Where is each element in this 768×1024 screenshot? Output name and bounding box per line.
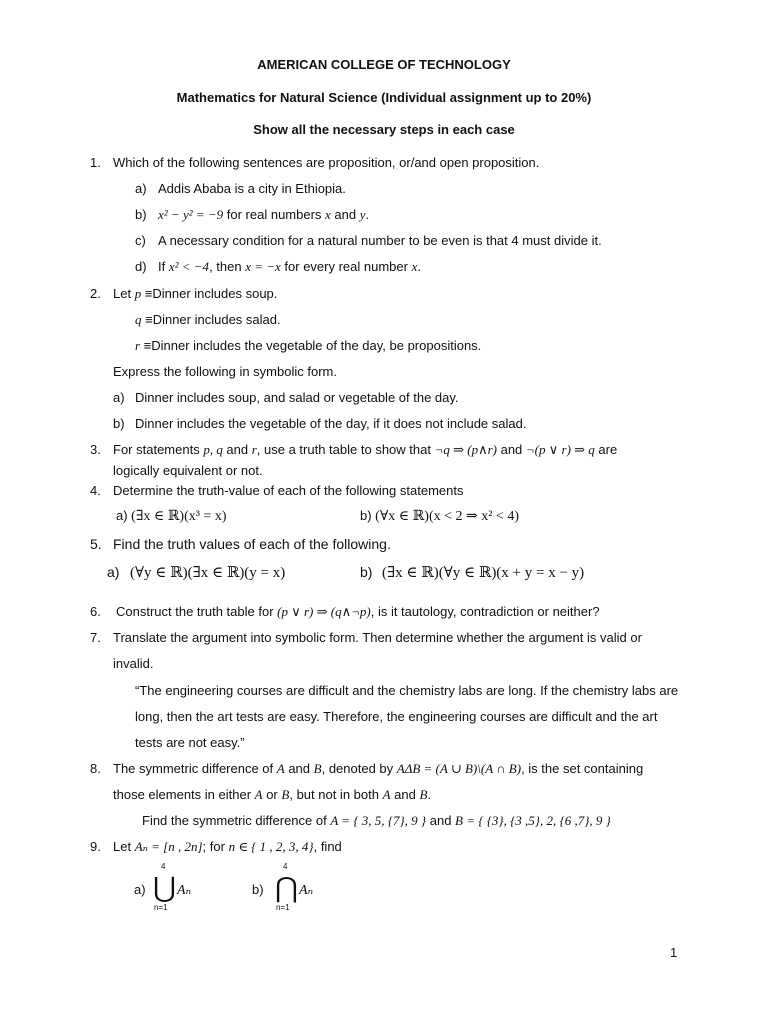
- math-expression: (∀x ∈ ℝ)(x < 2 ⇒ x² < 4): [375, 509, 519, 524]
- question-text: For statements p, q and r, use a truth table to show that ¬q ⇒ (p∧r) and ¬(p ∨ r) ⇒ q are: [113, 442, 618, 457]
- union-symbol: ⋃: [153, 871, 176, 904]
- question-number: 4.: [90, 483, 101, 498]
- item-a: a) (∃x ∈ ℝ)(x³ = x): [116, 508, 227, 524]
- upper-limit: 4: [283, 862, 288, 871]
- course-title: Mathematics for Natural Science (Individual assignment up to 20%): [176, 90, 592, 105]
- college-title: AMERICAN COLLEGE OF TECHNOLOGY: [257, 57, 511, 72]
- question-text: The symmetric difference of A and B, denoted by AΔB = (A ∪ B)\(A ∩ B), is the set containing: [113, 761, 644, 776]
- math-expression: (∀y ∈ ℝ)(∃x ∈ ℝ)(y = x): [130, 565, 286, 581]
- question-number: 2.: [90, 286, 101, 301]
- item-label: b): [360, 564, 373, 580]
- item-b: b) (∀x ∈ ℝ)(x < 2 ⇒ x² < 4): [360, 508, 519, 524]
- question-text: Which of the following sentences are proposition, or/and open proposition.: [113, 155, 540, 170]
- item-label: b): [113, 416, 125, 431]
- set-b: B = { {3}, {3 ,5}, 2, {6 ,7}, 9 }: [455, 813, 611, 828]
- question-text: Let Aₙ = [n , 2n]; for n ∈ { 1 , 2, 3, 4}, find: [113, 839, 342, 854]
- question-number: 5.: [90, 536, 102, 552]
- item-text: Dinner includes the vegetable of the day, if it does not include salad.: [135, 416, 527, 431]
- set-term: Aₙ: [177, 883, 192, 898]
- argument-quote-line: “The engineering courses are difficult and the chemistry labs are long. If the chemistry labs are: [135, 683, 679, 698]
- item-label: b): [252, 882, 264, 897]
- argument-quote-line: tests are not easy.”: [135, 735, 245, 750]
- lower-limit: n=1: [276, 903, 290, 912]
- definition-r: r ≡Dinner includes the vegetable of the day, be propositions.: [135, 338, 482, 353]
- union-expression: [150, 860, 190, 920]
- question-text: Express the following in symbolic form.: [113, 364, 337, 379]
- question-number: 6.: [90, 604, 101, 619]
- item-label: d): [135, 259, 147, 274]
- question-number: 3.: [90, 442, 101, 457]
- instruction: Show all the necessary steps in each case: [253, 122, 515, 137]
- upper-limit: 4: [161, 862, 166, 871]
- definition-q: q ≡Dinner includes salad.: [135, 312, 281, 327]
- set-a: A = { 3, 5, {7}, 9 }: [330, 813, 427, 828]
- question-number: 1.: [90, 155, 101, 170]
- math-expression: AΔB = (A ∪ B)\(A ∩ B): [396, 761, 522, 776]
- intersection-symbol: ⋂: [275, 871, 298, 904]
- lower-limit: n=1: [154, 903, 168, 912]
- item-text: A necessary condition for a natural number to be even is that 4 must divide it.: [158, 233, 602, 248]
- question-number: 8.: [90, 761, 101, 776]
- question-text: Translate the argument into symbolic form. Then determine whether the argument is valid or: [113, 630, 642, 645]
- item-text: Addis Ababa is a city in Ethiopia.: [158, 181, 346, 196]
- question-text: Determine the truth-value of each of the following statements: [113, 483, 464, 498]
- item-label: a): [134, 882, 146, 897]
- item-label: a): [113, 390, 125, 405]
- math-expression: (∃x ∈ ℝ)(∀y ∈ ℝ)(x + y = x − y): [382, 565, 585, 581]
- page-number: 1: [670, 945, 678, 960]
- definition-p: Let p ≡Dinner includes soup.: [113, 286, 278, 301]
- item-label: a): [135, 181, 147, 196]
- item-text: Dinner includes soup, and salad or vegetable of the day.: [135, 390, 459, 405]
- question-text-line2: invalid.: [113, 656, 154, 671]
- item-text: x² − y² = −9 for real numbers x and y.: [158, 207, 370, 222]
- argument-quote-line: long, then the art tests are easy. Therefore, the engineering courses are difficult and the art: [135, 709, 658, 724]
- question-subtask: Find the symmetric difference of A = { 3, 5, {7}, 9 } and B = { {3}, {3 ,5}, 2, {6 ,7}, 9 }: [142, 813, 611, 828]
- question-text: Construct the truth table for (p ∨ r) ⇒ (q∧¬p), is it tautology, contradiction or neither?: [116, 604, 600, 619]
- question-text: Find the truth values of each of the following.: [113, 536, 391, 552]
- item-label: c): [135, 233, 146, 248]
- item-text: If x² < −4, then x = −x for every real number x.: [158, 259, 421, 274]
- set-term: Aₙ: [299, 883, 314, 898]
- item-label: b): [135, 207, 147, 222]
- question-number: 9.: [90, 839, 101, 854]
- math-expression: ¬q ⇒ (p∧r): [434, 442, 497, 457]
- math-expression: (p ∨ r) ⇒ (q∧¬p): [277, 604, 371, 619]
- item-label: a): [107, 564, 120, 580]
- math-expression: x² − y² = −9: [158, 207, 224, 222]
- question-text-line2: logically equivalent or not.: [113, 463, 263, 478]
- question-number: 7.: [90, 630, 101, 645]
- math-expression: ¬(p ∨ r) ⇒ q: [525, 442, 595, 457]
- question-text-line2: those elements in either A or B, but not in both A and B.: [113, 787, 432, 802]
- intersection-expression: [272, 860, 312, 920]
- math-expression: (∃x ∈ ℝ)(x³ = x): [131, 509, 227, 524]
